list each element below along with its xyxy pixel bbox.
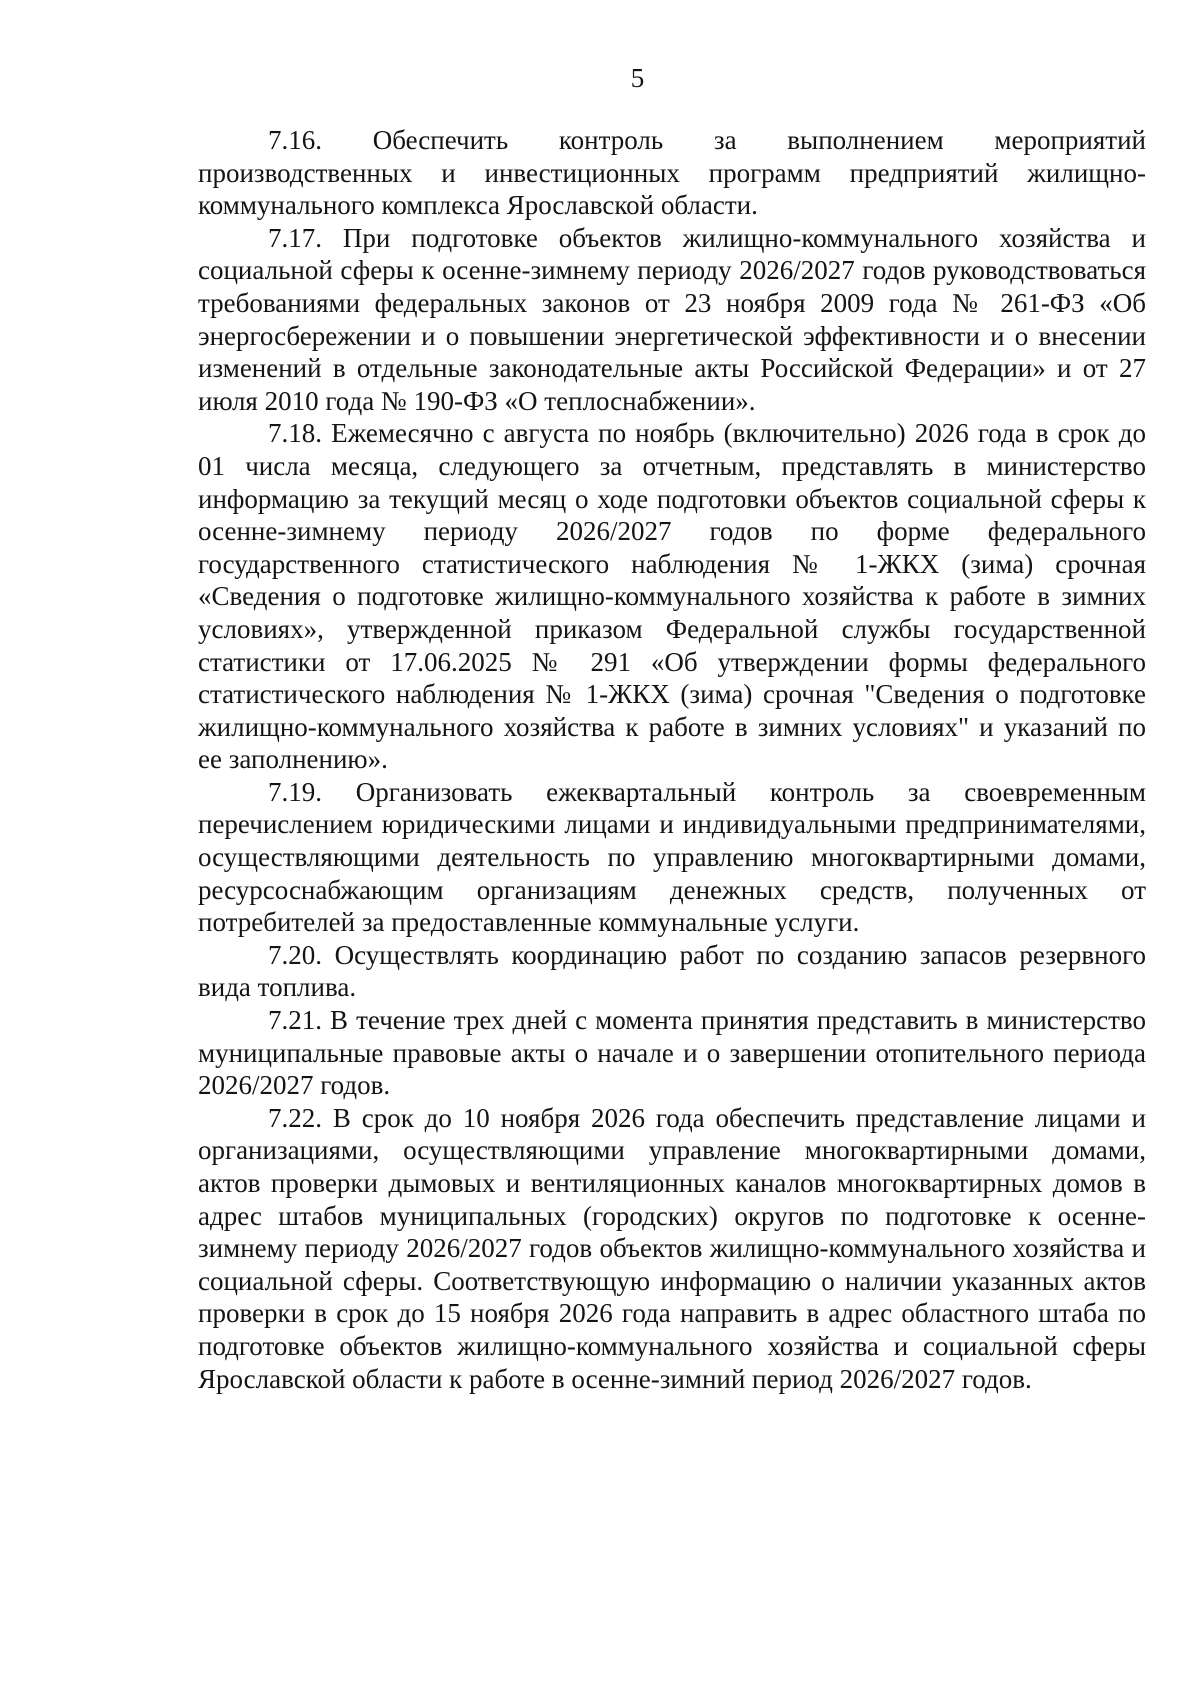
paragraph-7-17: 7.17. При подготовке объектов жилищно-коммунального хозяйства и социальной сферы к осенне-зимнему периоду 2026/2027 годов руководствоваться требованиями федеральных законов от 23 ноября 2009 года № 261-ФЗ «Об энергосбережении и о повышении энергетической эффективности и о внесении изменений в отдельные законодательные акты Российской Федерации» и от 27 июля 2010 года № 190-ФЗ «О теплоснабжении». — [198, 222, 1146, 416]
document-body — [198, 124, 1146, 1395]
paragraph-7-16: 7.16. Обеспечить контроль за выполнением мероприятий производственных и инвестиционных программ предприятий жилищно-коммунального комплекса Ярославской области. — [198, 125, 1146, 221]
paragraph-7-18: 7.18. Ежемесячно с августа по ноябрь (включительно) 2026 года в срок до 01 числа месяца, следующего за отчетным, представлять в министерство информацию за текущий месяц о ходе подготовки объектов социальной сферы к осенне-зимнему периоду 2026/2027 годов по форме федерального государственного статистического наблюдения № 1-ЖКХ (зима) срочная «Сведения о подготовке жилищно-коммунального хозяйства к работе в зимних условиях», утвержденной приказом Федеральной службы государственной статистики от 17.06.2025 № 291 «Об утверждении формы федерального статистического наблюдения № 1-ЖКХ (зима) срочная "Сведения о подготовке жилищно-коммунального хозяйства к работе в зимних условиях" и указаний по ее заполнению». — [198, 418, 1146, 775]
page-number: 5 — [630, 63, 645, 93]
paragraph-7-21: 7.21. В течение трех дней с момента принятия представить в министерство муниципальные правовые акты о начале и о завершении отопительного периода 2026/2027 годов. — [198, 1005, 1146, 1101]
paragraph-7-19: 7.19. Организовать ежеквартальный контроль за своевременным перечислением юридическими лицами и индивидуальными предпринимателями, осуществляющими деятельность по управлению многоквартирными домами, ресурсоснабжающим организациям денежных средств, полученных от потребителей за предоставленные коммунальные услуги. — [198, 776, 1146, 938]
paragraph-7-20: 7.20. Осуществлять координацию работ по созданию запасов резервного вида топлива. — [198, 939, 1146, 1003]
paragraph-7-22: 7.22. В срок до 10 ноября 2026 года обеспечить представление лицами и организациями, осуществляющими управление многоквартирными домами, актов проверки дымовых и вентиляционных каналов многоквартирных домов в адрес штабов муниципальных (городских) округов по подготовке к осенне-зимнему периоду 2026/2027 годов объектов жилищно-коммунального хозяйства и социальной сферы. Соответствующую информацию о наличии указанных актов проверки в срок до 15 ноября 2026 года направить в адрес областного штаба по подготовке объектов жилищно-коммунального хозяйства и социальной сферы Ярославской области к работе в осенне-зимний период 2026/2027 годов. — [198, 1102, 1146, 1394]
